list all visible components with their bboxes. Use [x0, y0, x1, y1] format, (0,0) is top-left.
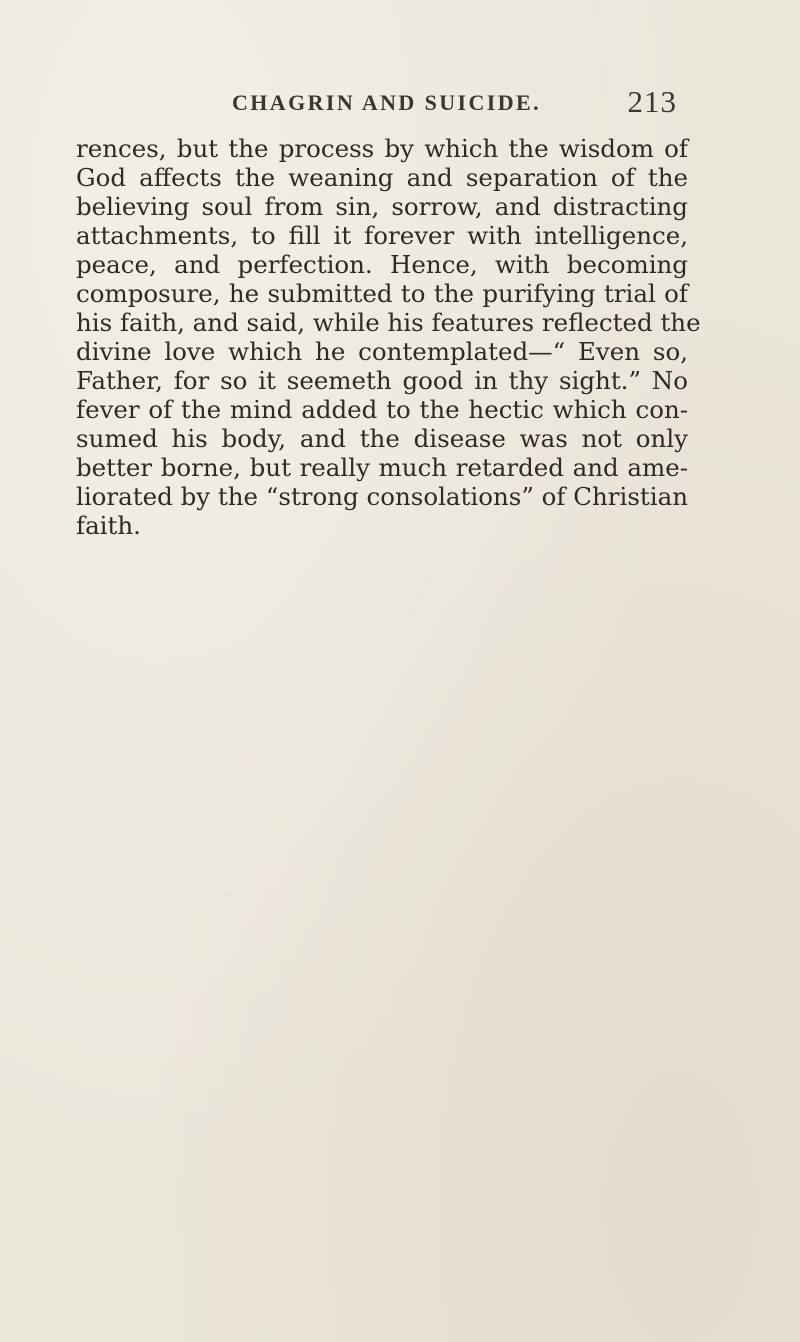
text-line: his faith, and said, while his features reflected the [76, 308, 701, 337]
body-paragraph [76, 134, 701, 540]
text-line: better borne, but really much retarded and ame- [76, 453, 688, 482]
text-line: Father, for so it seemeth good in thy sight.” No [76, 366, 688, 395]
text-line: rences, but the process by which the wisdom of [76, 134, 688, 163]
text-line: God affects the weaning and separation of the [76, 163, 688, 192]
text-line: peace, and perfection. Hence, with becoming [76, 250, 688, 279]
text-line: liorated by the “strong consolations” of Christian [76, 482, 688, 511]
running-head [232, 86, 677, 120]
running-title: CHAGRIN AND SUICIDE. [232, 90, 541, 115]
text-line: faith. [76, 511, 141, 540]
text-line: divine love which he contemplated—“ Even so, [76, 337, 688, 366]
page-number: 213 [627, 84, 677, 119]
text-line: composure, he submitted to the purifying trial of [76, 279, 688, 308]
text-line: fever of the mind added to the hectic which con- [76, 395, 688, 424]
text-line: believing soul from sin, sorrow, and distracting [76, 192, 688, 221]
text-line: attachments, to fill it forever with intelligence, [76, 221, 688, 250]
text-line: sumed his body, and the disease was not only [76, 424, 688, 453]
